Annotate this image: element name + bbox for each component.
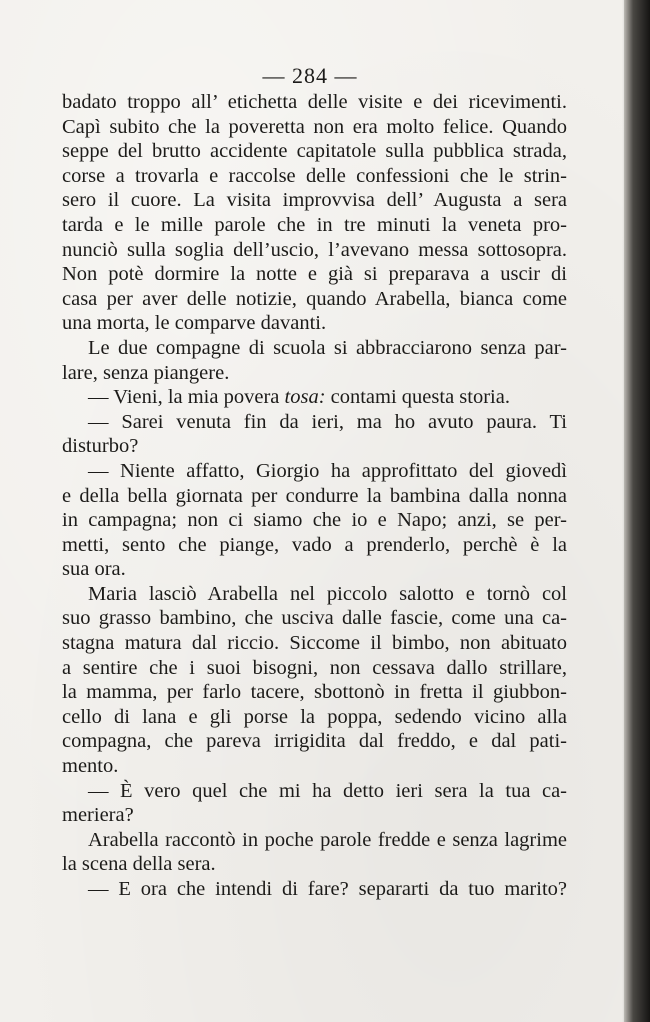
text-segment: stagna matura dal riccio. Siccome il bimbo, non abituato <box>62 632 567 655</box>
text-segment: metti, sento che piange, vado a prenderlo, perchè è la <box>62 533 567 556</box>
text-line <box>62 410 567 435</box>
text-line <box>62 115 567 140</box>
text-line <box>62 361 567 386</box>
text-line <box>62 336 567 361</box>
text-line <box>62 705 567 730</box>
text-line <box>62 164 567 189</box>
text-line <box>62 680 567 705</box>
text-segment: meriera? <box>62 804 134 827</box>
text-line <box>62 287 567 312</box>
text-line <box>62 631 567 656</box>
text-line <box>62 238 567 263</box>
text-segment: Arabella raccontò in poche parole fredde e senza lagrime <box>88 828 567 851</box>
text-segment: — Niente affatto, Giorgio ha approfittato del giovedì <box>88 459 567 482</box>
text-segment: a sentire che i suoi bisogni, non cessava dallo strillare, <box>62 656 567 679</box>
text-segment: corse a trovarla e raccolse delle confessioni che le strin- <box>62 164 567 187</box>
text-line <box>62 779 567 804</box>
text-line <box>62 803 567 828</box>
text-line <box>62 434 567 459</box>
text-segment: una morta, le comparve davanti. <box>62 312 327 335</box>
text-segment: — Sarei venuta fin da ieri, ma ho avuto paura. Ti <box>88 410 567 433</box>
text-segment: Le due compagne di scuola si abbracciarono senza par- <box>88 336 567 359</box>
text-segment: sua ora. <box>62 558 126 581</box>
text-line <box>62 754 567 779</box>
body-text <box>62 90 567 902</box>
text-segment: seppe del brutto accidente capitatole sulla pubblica strada, <box>62 140 567 163</box>
text-segment: suo grasso bambino, che usciva dalle fascie, come una ca- <box>62 607 567 630</box>
page-number: — 284 — <box>262 63 358 88</box>
text-line <box>62 213 567 238</box>
text-line <box>62 90 567 115</box>
text-line <box>62 533 567 558</box>
text-segment: — È vero quel che mi ha detto ieri sera la tua ca- <box>88 779 567 802</box>
text-segment: contami questa storia. <box>325 386 510 409</box>
italic-word: tosa: <box>284 386 326 409</box>
text-segment: lare, senza piangere. <box>62 361 230 384</box>
text-line <box>62 606 567 631</box>
text-segment: e della bella giornata per condurre la bambina dalla nonna <box>62 484 567 507</box>
text-line <box>62 656 567 681</box>
text-line <box>62 852 567 877</box>
text-segment: Non potè dormire la notte e già si preparava a uscir di <box>62 263 567 286</box>
text-segment: compagna, che pareva irrigidita dal freddo, e dal pati- <box>62 730 567 753</box>
text-line <box>62 484 567 509</box>
text-line <box>62 459 567 484</box>
text-segment: tarda e le mille parole che in tre minuti la veneta pro- <box>62 213 567 236</box>
text-segment: la mamma, per farlo tacere, sbottonò in fretta il giubbon- <box>62 681 567 704</box>
book-spine <box>624 0 650 1022</box>
text-segment: disturbo? <box>62 435 139 458</box>
text-segment: casa per aver delle notizie, quando Arabella, bianca come <box>62 287 567 310</box>
text-segment: badato troppo all’ etichetta delle visite e dei ricevimenti. <box>62 91 567 113</box>
text-line <box>62 508 567 533</box>
text-segment: in campagna; non ci siamo che io e Napo; anzi, se per- <box>62 509 567 532</box>
text-line <box>62 828 567 853</box>
text-segment: — Vieni, la mia povera <box>88 386 285 409</box>
text-line <box>62 582 567 607</box>
text-line <box>62 139 567 164</box>
text-segment: Maria lasciò Arabella nel piccolo salotto e tornò col <box>88 582 567 605</box>
text-line <box>62 262 567 287</box>
text-segment: Capì subito che la poveretta non era molto felice. Quando <box>62 115 567 138</box>
text-line <box>62 877 567 902</box>
text-line <box>62 385 567 410</box>
text-line <box>62 729 567 754</box>
text-segment: nunciò sulla soglia dell’uscio, l’avevano messa sottosopra. <box>62 238 567 261</box>
text-line <box>62 188 567 213</box>
text-segment: la scena della sera. <box>62 853 216 876</box>
text-line <box>62 557 567 582</box>
text-segment: mento. <box>62 755 119 778</box>
text-segment: sero il cuore. La visita improvvisa dell’ Augusta a sera <box>62 189 567 212</box>
text-segment: — E ora che intendi di fare? separarti da tuo marito? <box>88 878 567 900</box>
text-line <box>62 311 567 336</box>
text-segment: cello di lana e gli porse la poppa, sedendo vicino alla <box>62 705 567 728</box>
